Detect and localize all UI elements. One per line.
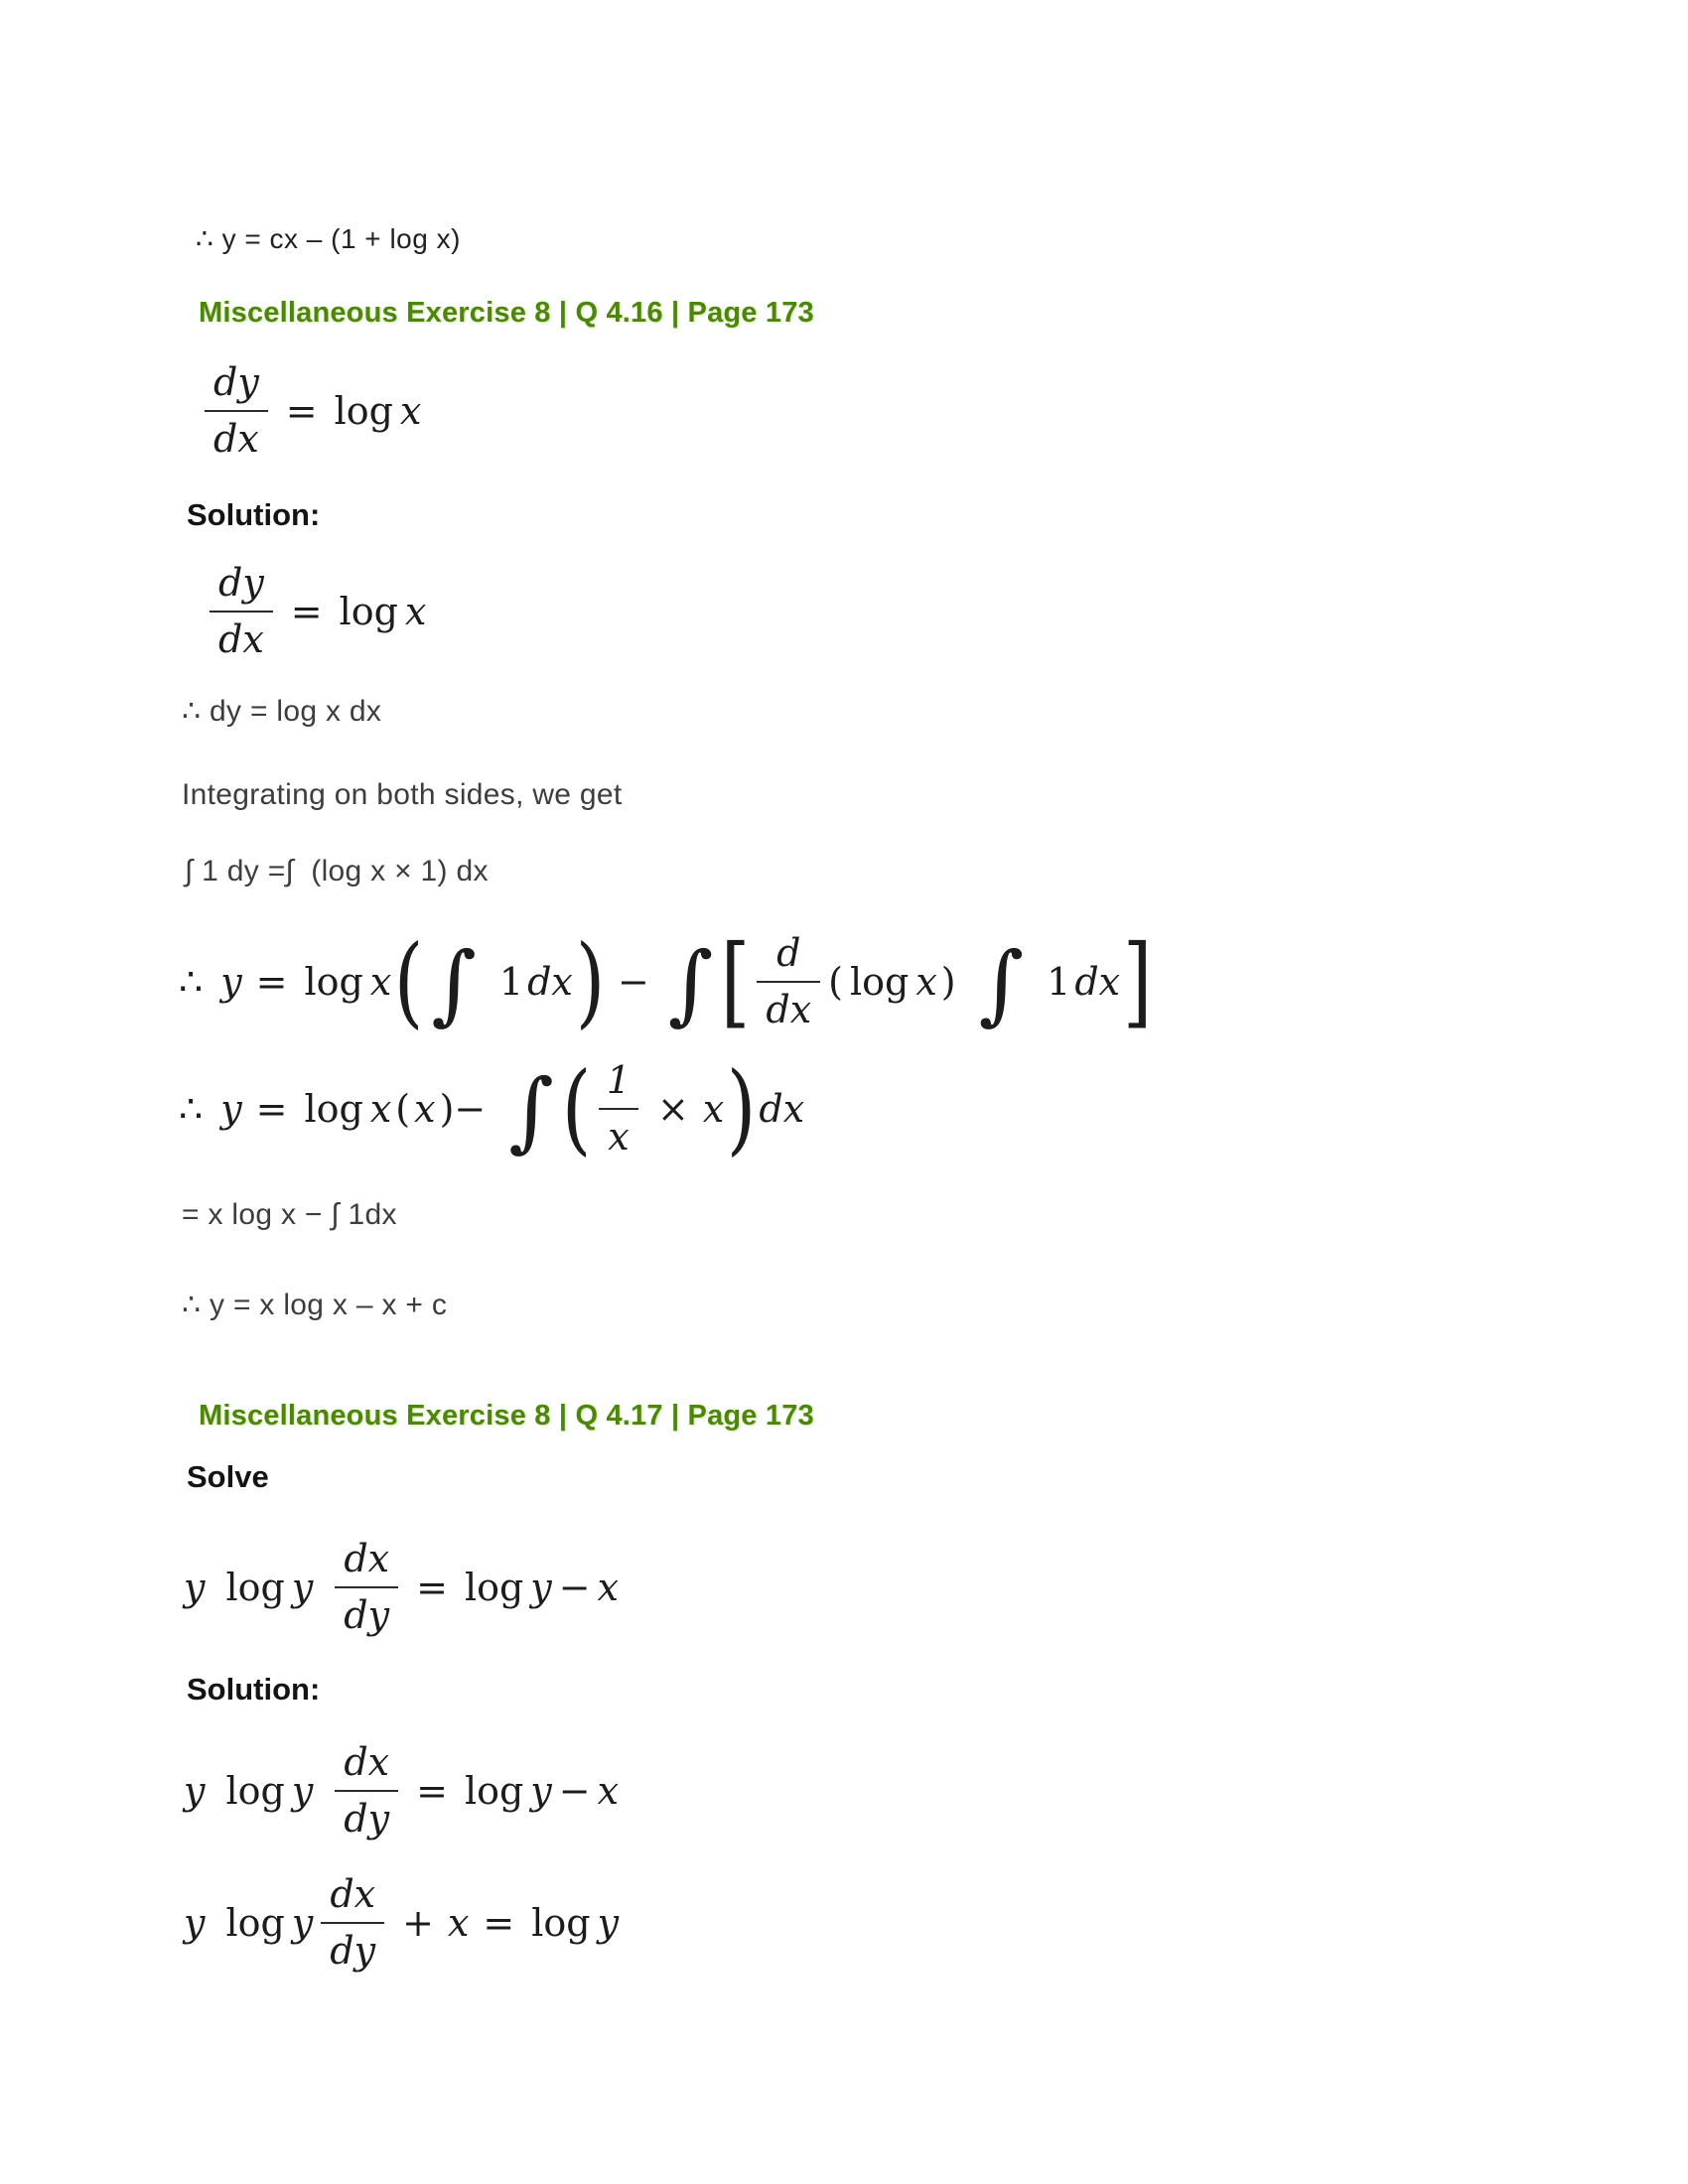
formula-dydx-equals-logx-question: $\frac{dy}{dx}$ = log x bbox=[199, 361, 423, 460]
step-final-answer-q416: ∴ y = x log x – x + c bbox=[182, 1289, 448, 1321]
solution-label-2: Solution: bbox=[187, 1672, 321, 1706]
formula-integration-by-parts-step2: ∴ y = log x ( x )− ∫ ( $\frac{1}{x}$ × x ) dx bbox=[179, 1050, 805, 1166]
equation-line-y-cx: ∴ y = cx – (1 + log x) bbox=[196, 223, 461, 254]
formula-integration-by-parts: ∴ y = log x ( ∫ 1 dx ) − ∫ [ $\frac{d}{dx}$ ( log x ) ∫ 1 dx ] bbox=[179, 923, 1153, 1039]
formula-ylogy-dxdy-solution: y log y $\frac{dx}{dy}$ = log y − x bbox=[184, 1740, 620, 1841]
step-integrating-text: Integrating on both sides, we get bbox=[182, 778, 623, 811]
formula-ylogy-plus-x: y log y $\frac{dx}{dy}$ + x = log y bbox=[184, 1872, 620, 1973]
step-dy-equals-logx-dx: ∴ dy = log x dx bbox=[182, 695, 382, 728]
section-heading-q417: Miscellaneous Exercise 8 | Q 4.17 | Page 173 bbox=[199, 1400, 814, 1432]
section-heading-q416: Miscellaneous Exercise 8 | Q 4.16 | Page 173 bbox=[199, 297, 814, 329]
formula-dydx-equals-logx-solution: $\frac{dy}{dx}$ = log x bbox=[204, 562, 428, 660]
step-integral-1dy: ∫ 1 dy =∫ (log x × 1) dx bbox=[185, 855, 489, 887]
solution-label-1: Solution: bbox=[187, 497, 321, 532]
solve-label: Solve bbox=[187, 1459, 269, 1494]
formula-ylogy-dxdy-question: y log y $\frac{dx}{dy}$ = log y − x bbox=[184, 1537, 620, 1637]
step-x-logx-minus-integral: = x log x − ∫ 1dx bbox=[182, 1198, 397, 1231]
